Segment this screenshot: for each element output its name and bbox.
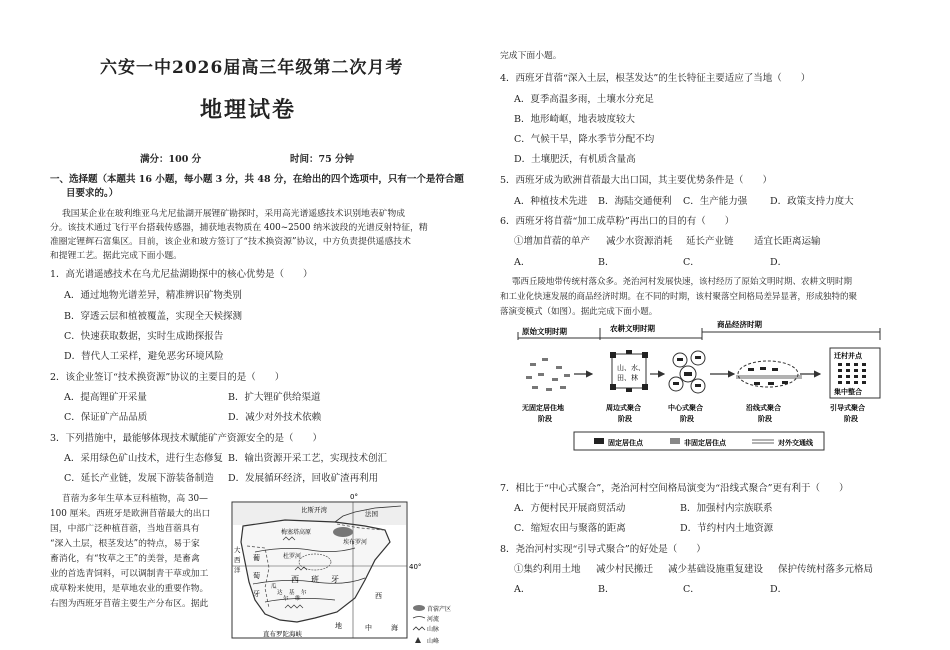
q1-option-c[interactable]: C．快速获取数据，实时生成勘探报告 (64, 331, 224, 342)
q8-option-d[interactable]: D． (770, 584, 788, 595)
stage-label: 阶段 (680, 415, 694, 423)
box-label: 山、水、 (617, 364, 645, 372)
passage-line: 畜消化，有“牧草之王”的美誉，是畜禽 (50, 554, 200, 564)
legend-peak-icon (415, 637, 421, 643)
passage-line: 和提锂工艺。据此完成下面小题。 (50, 251, 182, 261)
question-1-stem: 1．高光谱遥感技术在乌尤尼盐湖勘探中的核心优势是（ ） (50, 269, 313, 280)
sierra-label: 尔 (301, 590, 307, 596)
passage-line: 100 厘米。西班牙是欧洲苜蓿最大的出口 (50, 509, 211, 519)
stage-2-graphic (610, 350, 648, 392)
q2-option-a[interactable]: A．提高锂矿开采量 (64, 392, 147, 403)
passage-line: 和工业化快速发展的商品经济时期。在不同的时期，该村聚落空间格局差异显著，形成独特的聚 (500, 292, 858, 302)
q3-option-a[interactable]: A．采用绿色矿山技术，进行生态修复 (64, 453, 223, 464)
q1-option-d[interactable]: D．替代人工采样，避免恶劣环境风险 (64, 351, 224, 362)
parallel-label: 40° (409, 563, 422, 571)
q6-choice-1: ①增加苜蓿的单产 (514, 236, 591, 247)
legend-river: 河流 (427, 616, 440, 623)
legend-mountain: 山脉 (427, 626, 440, 633)
era-label: 原始文明时期 (522, 327, 567, 336)
legend-mountain-icon (413, 627, 425, 630)
sierra-label: 维 (295, 596, 301, 602)
passage-line: 国，中部广泛种植苜蓿，当地苜蓿具有 (50, 524, 200, 534)
question-8-stem: 8．尧治河村实现“引导式聚合”的好处是（ ） (500, 544, 706, 555)
q8-option-b[interactable]: B． (598, 584, 615, 595)
question-2-stem: 2．该企业签订“技术换资源”协议的主要目的是（ ） (50, 372, 285, 383)
section-heading-cont: 目要求的。） (66, 188, 119, 199)
passage-line: 苜蓿为多年生草本豆科植物，高 30— (62, 494, 208, 504)
passage-line: 落演变模式（如图）。据此完成下面小题。 (500, 307, 658, 317)
subject-title: 地理试卷 (200, 97, 297, 123)
portugal-label: 萄 (253, 572, 260, 580)
q7-option-d[interactable]: D．节约村内土地资源 (680, 523, 774, 534)
sea-label: 西 (375, 592, 382, 600)
passage-line: 我国某企业在玻利维亚乌尤尼盐湖开展锂矿勘探时，采用高光谱遥感技术识别地表矿物成 (62, 209, 406, 219)
stage-1-graphic (526, 358, 570, 391)
meridian-label: 0° (350, 493, 358, 501)
question-6-stem: 6．西班牙将苜蓿“加工成草粉”再出口的目的有（ ） (500, 216, 735, 227)
q5-option-a[interactable]: A．种植技术先进 (514, 196, 588, 207)
portugal-label: 葡 (253, 554, 260, 562)
legend-peak: 山峰 (427, 638, 440, 645)
sierra-label: 瓜 (271, 584, 277, 590)
spain-label: 牙 (331, 575, 339, 584)
era-label: 商品经济时期 (717, 320, 762, 329)
q3-option-c[interactable]: C．延长产业链，发展下游装备制造 (64, 473, 214, 484)
stage-label: 阶段 (618, 415, 632, 423)
q6-option-a[interactable]: A． (514, 257, 531, 268)
q4-option-d[interactable]: D．土壤肥沃，有机质含量高 (514, 154, 636, 165)
legend-fixed-icon (594, 438, 604, 444)
full-score: 满分：100 分 (140, 154, 202, 165)
box-label: 迁村并点 (834, 352, 862, 360)
ocean-label: 大 (234, 546, 241, 554)
q2-option-b[interactable]: B．扩大锂矿供给渠道 (228, 392, 321, 403)
q8-choice-4: 保护传统村落多元格局 (778, 564, 874, 575)
q5-option-d[interactable]: D．政策支持力度大 (770, 196, 854, 207)
question-7-stem: 7．相比于“中心式聚合”，尧治河村空间格局演变为“沿线式聚合”更有利于（ ） (500, 483, 849, 494)
section-heading: 一、选择题（本题共 16 小题，每小题 3 分，共 48 分，在给出的四个选项中，只有一个是符合题 (50, 174, 464, 185)
settlement-evolution-diagram (512, 318, 884, 458)
q6-choice-2: 减少水资源消耗 (606, 236, 673, 247)
sea-label: 地 (335, 622, 342, 630)
stage-label: 中心式聚合 (668, 404, 703, 412)
q6-option-d[interactable]: D． (770, 257, 788, 268)
legend-fixed: 固定居住点 (608, 439, 643, 447)
q8-option-c[interactable]: C． (683, 584, 700, 595)
q5-option-b[interactable]: B．海陆交通便利 (598, 196, 672, 207)
q8-choice-3: 减少基础设施重复建设 (668, 564, 764, 575)
sea-label: 海 (391, 624, 398, 632)
q6-option-b[interactable]: B． (598, 257, 615, 268)
q8-choice-1: ①集约利用土地 (514, 564, 581, 575)
q6-option-c[interactable]: C． (683, 257, 700, 268)
q8-choice-2: 减少村民搬迁 (596, 564, 654, 575)
sierra-label: 达 (277, 590, 283, 596)
portugal-label: 牙 (253, 590, 260, 598)
q4-option-b[interactable]: B．地形崎岖，地表坡度较大 (514, 114, 635, 125)
q5-option-c[interactable]: C．生产能力强 (683, 196, 748, 207)
q7-option-a[interactable]: A．方便村民开展商贸活动 (514, 503, 626, 514)
passage-line: 分。该技术通过飞行平台搭载传感器，捕获地表物质在 400~2500 纳米波段的光谱反射特征，精 (50, 223, 428, 233)
legend-river-icon (413, 617, 425, 619)
q7-option-b[interactable]: B．加强村内宗族联系 (680, 503, 773, 514)
sea-label: 中 (365, 624, 372, 632)
stage-label: 阶段 (844, 415, 858, 423)
legend-nonfixed: 非固定居住点 (684, 439, 726, 447)
spain-alfalfa-map (225, 490, 470, 648)
stage-label: 阶段 (758, 415, 772, 423)
stage-label: 阶段 (538, 415, 552, 423)
ebro-label: 埃布罗河 (343, 539, 368, 546)
q3-option-d[interactable]: D．发展循环经济，回收矿渣再利用 (228, 473, 379, 484)
q1-option-b[interactable]: B．穿透云层和植被覆盖，实现全天候探测 (64, 311, 242, 322)
passage-cont: 完成下面小题。 (500, 51, 562, 61)
legend-nonfixed-icon (670, 438, 680, 444)
q8-option-a[interactable]: A． (514, 584, 531, 595)
passage-line: 业的首选青饲料，可以调制青干草或加工 (50, 569, 209, 579)
q3-option-b[interactable]: B．输出资源开采工艺，实现技术创汇 (228, 453, 387, 464)
era-label: 农耕文明时期 (610, 324, 655, 333)
exam-time: 时间：75 分钟 (290, 154, 355, 165)
legend-alfalfa: 苜蓿产区 (427, 606, 452, 613)
stage-3-graphic (669, 351, 705, 393)
stage-label: 沿线式聚合 (746, 404, 781, 412)
alfalfa-region (333, 527, 353, 537)
question-3-stem: 3．下列措施中，最能够体现技术赋能矿产资源安全的是（ ） (50, 433, 323, 444)
question-4-stem: 4．西班牙苜蓿“深入土层，根茎发达”的生长特征主要适应了当地（ ） (500, 73, 811, 84)
ocean-label: 西 (234, 556, 241, 564)
legend-alfalfa-icon (413, 605, 425, 611)
france-label: 法国 (365, 510, 378, 518)
passage-line: 成草粉来使用，是草地农业的重要作物。 (50, 584, 209, 594)
passage-line: “深入土层，根茎发达”的特点，易于家 (50, 539, 200, 549)
q1-option-a[interactable]: A．通过地物光谱差异，精准辨识矿物类别 (64, 290, 242, 301)
duero-label: 杜罗河 (283, 553, 302, 560)
q7-option-c[interactable]: C．缩短农田与聚落的距离 (514, 523, 626, 534)
box-label: 集中整合 (834, 388, 862, 396)
legend-road: 对外交通线 (778, 439, 813, 447)
spain-label: 西 (291, 575, 299, 584)
sierra-label: 尔 (283, 596, 289, 602)
sierra-label: 基 (289, 590, 295, 596)
bay-label: 比斯开湾 (301, 506, 327, 514)
q4-option-c[interactable]: C．气候干旱，降水季节分配不均 (514, 134, 655, 145)
passage-line: 鄂西丘陵地带传统村落众多。尧治河村发展快速，该村经历了原始文明时期、农耕文明时期 (512, 277, 853, 287)
question-5-stem: 5．西班牙成为欧洲苜蓿最大出口国，其主要优势条件是（ ） (500, 175, 773, 186)
q4-option-a[interactable]: A．夏季高温多雨，土壤水分充足 (514, 94, 654, 105)
ocean-label: 洋 (234, 566, 241, 574)
stage-label: 引导式聚合 (830, 404, 865, 412)
q2-option-c[interactable]: C．保证矿产品品质 (64, 412, 148, 423)
stage-label: 无固定居住地 (522, 404, 564, 412)
q6-choice-4: 适宜长距离运输 (754, 236, 821, 247)
q2-option-d[interactable]: D．减少对外技术依赖 (228, 412, 322, 423)
passage-line: 右图为西班牙苜蓿主要生产分布区。据此 (50, 599, 209, 609)
meseta-label: 梅塞塔高原 (281, 529, 312, 536)
q6-choice-3: 延长产业链 (686, 236, 734, 247)
passage-line: 准圈定锂辉石富集区。目前，该企业和玻方签订了“技术换资源”协议，中方负责提供遥感技术 (50, 237, 411, 247)
box-label: 田、林 (617, 374, 638, 382)
strait-label: 直布罗陀海峡 (263, 630, 302, 638)
spain-label: 班 (311, 575, 319, 584)
exam-title: 六安一中2026届高三年级第二次月考 (100, 58, 404, 78)
stage-4-graphic (736, 361, 802, 387)
stage-5-graphic (830, 348, 880, 398)
stage-label: 周边式聚合 (606, 404, 641, 412)
